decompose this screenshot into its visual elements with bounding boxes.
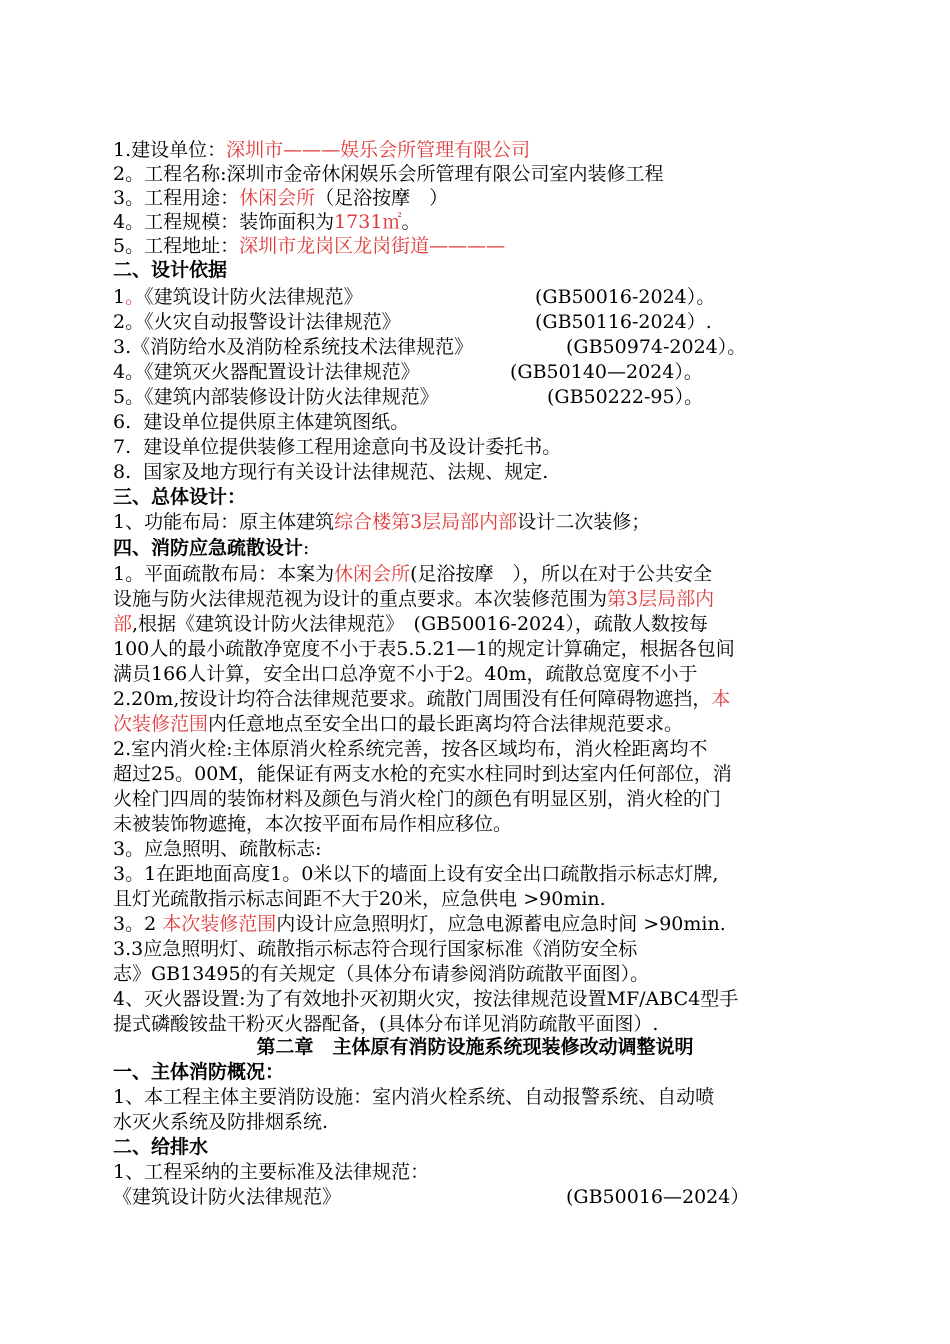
basis-item-5-code: (GB50222-95）。 (547, 386, 704, 408)
item-separator: 。 (125, 286, 145, 308)
evac-p3-3-line2: 志》GB13495的有关规定（具体分布请参阅消防疏散平面图）。 (113, 963, 650, 985)
floor-scope-value: 综合楼第3层局部内部 (334, 511, 518, 533)
label: 1.建设单位： (113, 139, 227, 161)
project-use-value: 休闲会所 (239, 187, 316, 209)
evac-p1-line5: 满员166人计算，安全出口总净宽不小于2。40m，疏散总宽度不小于 (113, 663, 698, 685)
scope-highlight: 次装修范围 (113, 713, 209, 735)
basis-item-2 (113, 310, 401, 334)
heading-text: 四、消防应急疏散设计 (113, 537, 304, 559)
project-name-line: 2。工程名称:深圳市金帝休闲娱乐会所管理有限公司室内装修工程 (113, 163, 664, 185)
project-address-line (113, 234, 505, 258)
floor-scope-value: 部 (113, 613, 133, 635)
construction-unit-value: 深圳市———娱乐会所管理有限公司 (226, 139, 531, 161)
evac-p3-1-line2: 且灯光疏散指示标志间距不大于20米，应急供电 >90min. (113, 888, 606, 910)
basis-item-8: 8. 国家及地方现行有关设计法律规范、法规、规定. (113, 461, 549, 483)
item-text: 《消防给水及消防栓系统技术法律规范》 (131, 336, 474, 358)
standard-ref-code: (GB50016—2024） (566, 1186, 750, 1208)
text: 2.20m,按设计均符合法律规范要求。疏散门周围没有任何障碍物遮挡， (113, 688, 712, 710)
evac-p3-heading: 3。应急照明、疏散标志: (113, 838, 322, 860)
text: 1。平面疏散布局：本案为 (113, 563, 335, 585)
item-number: 4。 (113, 361, 145, 383)
item-number: 3. (113, 336, 132, 358)
item-text: 《建筑设计防火法律规范》 (144, 286, 363, 308)
text: ,根据《建筑设计防火法律规范》 (GB50016-2024），疏散人数按每 (132, 613, 708, 635)
construction-unit-line (113, 138, 530, 162)
evac-p1-line3 (113, 612, 708, 636)
item-number: 2。 (113, 311, 145, 333)
basis-item-3 (113, 335, 473, 359)
evac-p3-2-line (113, 912, 726, 936)
chapter-2-title: 第二章 主体原有消防设施系统现装修改动调整说明 (256, 1036, 694, 1058)
punct: 。 (401, 211, 421, 233)
text: 内任意地点至安全出口的最长距离均符合法律规范要求。 (208, 713, 684, 735)
fire-overview-line2: 水灭火系统及防排烟系统. (113, 1111, 329, 1133)
label: 1、功能布局：原主体建筑 (113, 511, 335, 533)
evac-p1-line4: 100人的最小疏散净宽度不小于表5.5.21—1的规定计算确定，根据各包间 (113, 638, 735, 660)
evac-p2-line4: 未被装饰物遮掩，本次按平面布局作相应移位。 (113, 813, 513, 835)
label: 4。工程规模：装饰面积为 (113, 211, 335, 233)
punct: : (303, 537, 310, 559)
fire-overview-line1: 1、本工程主体主要消防设施：室内消火栓系统、自动报警系统、自动喷 (113, 1086, 715, 1108)
item-text: 《火灾自动报警设计法律规范》 (144, 311, 401, 333)
function-layout-line (113, 510, 650, 534)
standards-line: 1、工程采纳的主要标准及法律规范： (113, 1161, 430, 1183)
project-address-value: 深圳市龙岗区龙岗街道———— (239, 235, 506, 257)
basis-item-5 (113, 385, 439, 409)
text: (足浴按摩 ），所以在对于公共安全 (410, 563, 713, 585)
basis-item-4 (113, 360, 420, 384)
evac-p1-line2 (113, 587, 714, 611)
project-use-value: 休闲会所 (334, 563, 411, 585)
project-scale-line (113, 210, 420, 234)
floor-scope-value: 第3层局部内 (607, 588, 715, 610)
evac-p3-3-line1: 3.3应急照明灯、疏散指示标志符合现行国家标准《消防安全标 (113, 938, 638, 960)
item-text: 《建筑灭火器配置设计法律规范》 (144, 361, 420, 383)
evac-p2-line3: 火栓门四周的装饰材料及颜色与消火栓门的颜色有明显区别，消火栓的门 (113, 788, 722, 810)
scope-highlight: 本 (711, 688, 731, 710)
basis-item-3-code: (GB50974-2024）。 (566, 336, 747, 358)
evac-p1-line1 (113, 562, 712, 586)
evac-p1-line6 (113, 687, 730, 711)
item-number: 1 (113, 286, 126, 308)
section-heading-overall-design: 三、总体设计： (113, 486, 247, 508)
text: 内设计应急照明灯，应急电源蓄电应急时间 >90min. (276, 913, 726, 935)
basis-item-2-code: (GB50116-2024）. (535, 311, 712, 333)
label: 5。工程地址： (113, 235, 240, 257)
project-area-value: 1731㎡ (334, 211, 402, 233)
item-number: 5。 (113, 386, 145, 408)
basis-item-4-code: (GB50140—2024）。 (510, 361, 703, 383)
section-heading-fire-overview: 一、主体消防概况： (113, 1061, 285, 1083)
text: 设施与防火法律规范视为设计的重点要求。本次装修范围为 (113, 588, 608, 610)
standard-ref-line: 《建筑设计防火法律规范》 (113, 1186, 342, 1208)
text: 设计二次装修； (517, 511, 651, 533)
scope-highlight: 本次装修范围 (162, 913, 277, 935)
evac-p4-line1: 4、灭火器设置:为了有效地扑灭初期火灾，按法律规范设置MF/ABC4型手 (113, 988, 739, 1010)
project-use-line (113, 186, 448, 210)
section-heading-water: 二、给排水 (113, 1136, 209, 1158)
evac-p1-line7 (113, 712, 683, 736)
section-heading-design-basis: 二、设计依据 (113, 259, 228, 281)
evac-p2-line1: 2.室内消火栓:主体原消火栓系统完善，按各区域均布，消火栓距离均不 (113, 738, 708, 760)
project-use-note: （足浴按摩 ） (315, 187, 449, 209)
item-text: 《建筑内部装修设计防火法律规范》 (144, 386, 439, 408)
evac-p3-1-line1: 3。1在距地面高度1。0米以下的墙面上设有安全出口疏散指示标志灯牌, (113, 863, 719, 885)
text: 3。2 (113, 913, 163, 935)
evac-p4-line2: 提式磷酸铵盐干粉灭火器配备，(具体分布详见消防疏散平面图）. (113, 1013, 659, 1035)
basis-item-1-code: (GB50016-2024）。 (535, 286, 716, 308)
basis-item-1 (113, 285, 363, 309)
basis-item-6: 6. 建设单位提供原主体建筑图纸。 (113, 411, 410, 433)
label: 3。工程用途： (113, 187, 240, 209)
evac-p2-line2: 超过25。00M，能保证有两支水枪的充实水柱同时到达室内任何部位，消 (113, 763, 732, 785)
section-heading-evacuation (113, 536, 309, 560)
basis-item-7: 7. 建设单位提供装修工程用途意向书及设计委托书。 (113, 436, 562, 458)
